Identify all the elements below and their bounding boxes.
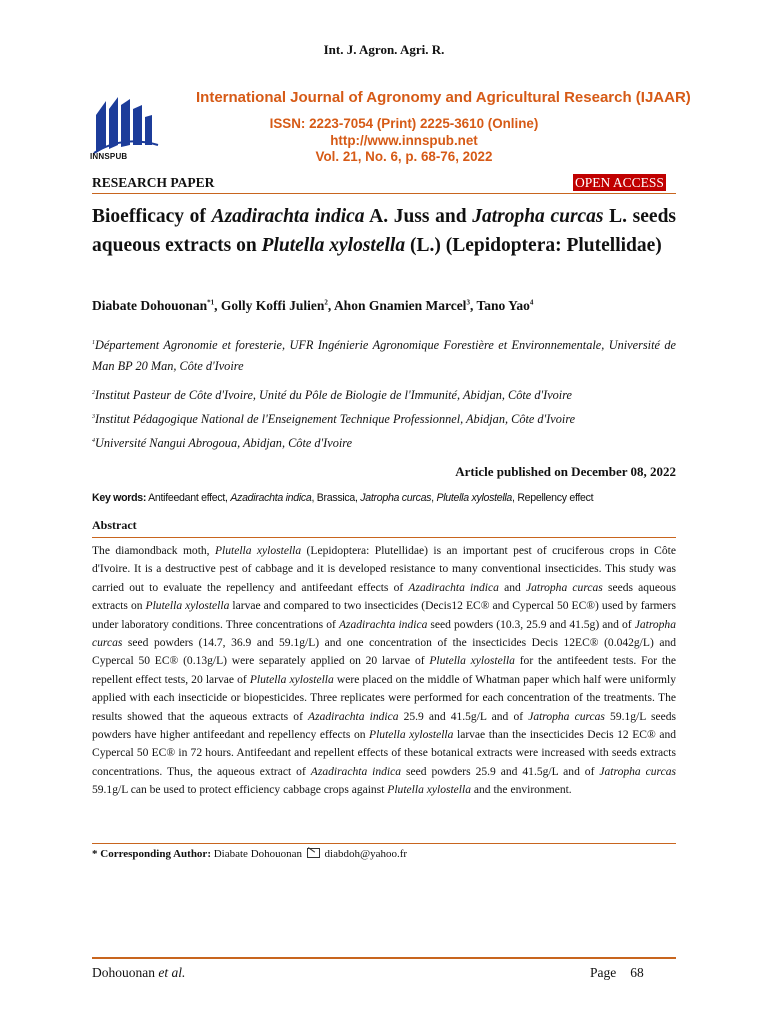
abstract-segment: larvae and compared to two insecticides (Decis12 EC® and Cypercal 50 EC®) used by farmers under laboratory conditions. Three concentrations of xyxy=(92,600,676,631)
author: Diabate Dohouonan$^{*1}$, xyxy=(92,298,221,313)
header-divider xyxy=(92,193,676,194)
species-name: Azadirachta indica xyxy=(308,710,399,723)
species-name: Azadirachta indica xyxy=(408,581,499,594)
species-name: Azadirachta indica xyxy=(310,765,402,778)
corresponding-author: * Corresponding Author: Diabate Dohouonan diabdoh@yahoo.fr xyxy=(92,848,408,860)
abstract-segment: seeds aqueous extracts on xyxy=(92,581,676,613)
abstract-heading: Abstract xyxy=(92,518,137,532)
author: Golly Koffi Julien$^2$, xyxy=(220,298,334,313)
author-list xyxy=(92,298,533,314)
envelope-icon xyxy=(307,848,320,858)
email-link[interactable]: diabdoh@yahoo.fr xyxy=(321,848,408,860)
abstract-segment: larvae than the insecticides Decis 12 EC® and Cypercal 50 EC® in 72 hours. Antifeedant and repellent effects of these botanical extracts were increased with seeds extracts concentrations. Thus, the aqueous extract of xyxy=(92,729,676,778)
abstract-segment: (Lepidoptera: Plutellidae) is an important pest of cruciferous crops in Côte d'Ivoire. It is a destructive pest of cabbage and it is developed resistance to many conventional insecticides. This study was carried out to evaluate the repellency and antifeedant effects of xyxy=(92,545,676,594)
abstract-segment: were placed on the middle of Whatman paper which half were uniformly applied with each insecticide or biopesticides. Three replicates were performed for each concentration of the treatments. The results showed that the aqueous extracts of xyxy=(92,673,677,723)
abstract-segment: The diamondback moth, xyxy=(92,545,215,557)
research-paper-label: RESEARCH PAPER xyxy=(92,175,215,190)
journal-title: International Journal of Agronomy and Agricultural Research (IJAAR) xyxy=(196,89,691,106)
abstract-segment: 25.9 and 41.5g/L and of xyxy=(398,710,529,723)
author: Tano Yao$^4$ xyxy=(476,298,534,313)
species-name: Plutella xylostella xyxy=(387,784,471,797)
abstract-segment: 59.1g/L seeds powders have higher antifeedant and repellency effects on xyxy=(92,710,676,742)
abstract-text xyxy=(92,542,676,800)
abstract-segment: seed powders (10.3, 25.9 and 41.5g) and of xyxy=(427,618,635,631)
affiliation-2: $^2$Institut Pasteur de Côte d'Ivoire, Unité du Pôle de Biologie de l'Immunité, Abidjan, Côte d'Ivoire xyxy=(92,388,573,403)
species-name: Jatropha curcas xyxy=(599,765,676,778)
footer-author: Dohouonan et al. xyxy=(92,965,186,980)
abstract-segment: seed powders (14.7, 36.9 and 59.1g/L) and one concentration of the insecticides Decis 12EC® (0.042g/L) and Cypercal 50 EC® (0.13g/L) were separately applied on 20 larvae of xyxy=(92,637,676,668)
species-name: Jatropha curcas xyxy=(92,618,676,650)
publication-date: Article published on December 08, 2022 xyxy=(455,464,676,479)
running-head: Int. J. Agron. Agri. R. xyxy=(323,42,445,57)
keywords: Key words: Antifeedant effect, Azadirachta indica, Brassica, Jatropha curcas, Plutella xylostella, Repellency effect xyxy=(92,492,594,504)
open-access-badge: OPEN ACCESS xyxy=(575,175,664,190)
journal-url[interactable]: http://www.innspub.net xyxy=(330,133,478,148)
abstract-divider-bottom xyxy=(92,843,676,844)
species-name: Jatropha curcas xyxy=(528,710,605,723)
page-number: 68 xyxy=(630,965,644,980)
affiliation-4: $^4$Université Nangui Abrogoua, Abidjan, Côte d'Ivoire xyxy=(92,436,353,451)
species-name: Jatropha curcas xyxy=(525,581,603,594)
species-name: Plutella xylostella xyxy=(429,655,515,668)
journal-issn: ISSN: 2223-7054 (Print) 2225-3610 (Online) xyxy=(269,116,539,131)
species-name: Plutella xylostella xyxy=(145,600,230,613)
journal-volume: Vol. 21, No. 6, p. 68-76, 2022 xyxy=(315,149,493,164)
species-name: Azadirachta indica xyxy=(338,618,428,631)
abstract-segment: 59.1g/L can be used to protect efficiency cabbage crops against xyxy=(92,784,388,797)
abstract-divider-top xyxy=(92,537,676,538)
abstract-segment: seed powders 25.9 and 41.5g/L and of xyxy=(401,765,600,778)
footer-divider xyxy=(92,957,676,959)
species-name: Plutella xylostella xyxy=(369,729,454,742)
species-name: Plutella xylostella xyxy=(249,673,334,686)
logo-text: INNSPUB xyxy=(90,152,128,161)
paper-title: Bioefficacy of Azadirachta indica A. Juss and Jatropha curcas L. seeds aqueous extracts on Plutella xylostella (L.) (Lepidoptera: Plutellidae) xyxy=(92,206,677,256)
affiliation-3: $^3$Institut Pédagogique National de l'Enseignement Technique Professionnel, Abidjan, Côte d'Ivoire xyxy=(92,412,576,427)
abstract-segment: and the environment. xyxy=(471,784,572,797)
author: Ahon Gnamien Marcel$^3$, xyxy=(333,298,477,313)
abstract-segment: and xyxy=(498,581,526,594)
species-name: Plutella xylostella xyxy=(214,545,302,557)
affiliation-1: $^1$Département Agronomie et foresterie, UFR Ingénierie Agronomique Forestière et Environnementale, Université de Man BP 20 Man, Côte d'Ivoire xyxy=(92,338,676,373)
abstract-segment: for the antifeedent tests. For the repellent effect tests, 20 larvae of xyxy=(92,655,677,686)
footer-page: Page 68 xyxy=(590,965,644,980)
